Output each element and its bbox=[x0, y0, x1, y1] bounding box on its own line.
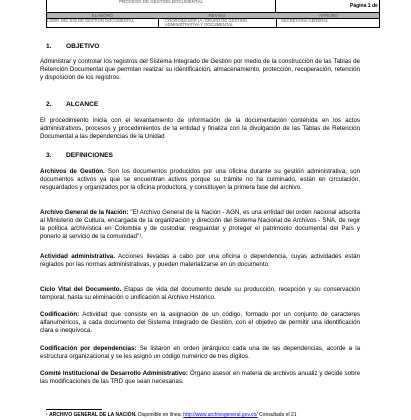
label-elaboro: ELABORÓ bbox=[91, 13, 114, 18]
header-top-row bbox=[47, 0, 379, 13]
footnote-link[interactable]: http://www.archivogeneral.gov.co/ bbox=[183, 412, 258, 418]
footnote-consulted: Consultado el 21 bbox=[257, 412, 297, 418]
value-elaboro: LÍDER DEL SIG DE GESTIÓN DOCUMENTAL bbox=[47, 18, 135, 23]
label-aprobo: APROBÓ bbox=[318, 13, 339, 18]
header-values-row bbox=[47, 19, 379, 28]
value-aprobo: SECRETARIA GENERAL bbox=[276, 19, 381, 28]
section-title: OBJETIVO bbox=[66, 43, 100, 50]
alcance-paragraph: El procedimiento inicia con el levantamiento de información de la documentación contenida en los actos administrativos, procesos y procedimientos de la entidad y finaliza con la divulgación de las Tablas de Retención Documental a las dependencias de la Unidad bbox=[40, 117, 360, 140]
footnote-source: ARCHIVO GENERAL DE LA NACIÓN. bbox=[49, 412, 137, 418]
definition-archivo-general bbox=[40, 209, 360, 241]
definition-text: Se listaron en orden jerárquico cada una de las dependencias, acorde a la estructura organizacional y se les asignó un código numérico de tres dígitos. bbox=[40, 345, 361, 360]
footnote-mark: ¹ bbox=[46, 412, 48, 418]
definition-term: Comité Institucional de Desarrollo Administrativo: bbox=[40, 370, 188, 377]
definition-term: Actividad administrativa. bbox=[40, 253, 115, 260]
page-indicator: Página 1 de bbox=[350, 3, 378, 9]
definition-text: Actividad que consiste en la asignación de un código, formado por un conjunto de caracteres alfanuméricos, a cada documento del Sistema Integrado de Gestión, con el objetivo de permitir una identificación clara e inequívoca. bbox=[40, 311, 360, 334]
definition-text: Acciones llevadas a cabo por una oficina o dependencia, cuyas actividades están reglados por las normas administrativas, y pueden materializarse en un documento. bbox=[40, 253, 360, 268]
process-name: PROCESO DE GESTIÓN DOCUMENTAL bbox=[47, 0, 276, 12]
definition-archivos-de-gestion bbox=[40, 168, 360, 192]
definition-codificacion bbox=[40, 311, 360, 335]
section-heading-definiciones bbox=[40, 152, 113, 159]
label-reviso: REVISÓ bbox=[208, 13, 226, 18]
footnote-separator bbox=[46, 409, 102, 410]
objetivo-paragraph: Administrar y controlar los registros del Sistema Integrado de Gestión por medio de la construcción de las Tablas de Retención Documental que permitan realizar su identificación, almacenamiento, protección, recuperación, retención y disposición de los registros. bbox=[40, 58, 360, 81]
definition-actividad-administrativa bbox=[40, 253, 360, 269]
section-number: 2. bbox=[46, 101, 52, 108]
definition-term: Archivos de Gestión. bbox=[40, 168, 105, 175]
definition-term: Codificación: bbox=[40, 311, 80, 318]
definition-text: Etapas de vida del documento desde su producción, recepción y su conservación temporal, hasta su eliminación o unificación al Archivo Histórico. bbox=[40, 286, 361, 301]
section-heading-alcance bbox=[40, 101, 98, 108]
definition-comite-institucional bbox=[40, 370, 360, 386]
definition-term: Ciclo Vital del Documento. bbox=[40, 286, 122, 293]
section-title: ALCANCE bbox=[66, 101, 99, 108]
definition-text: Son los documentos producidos por una oficina durante su gestión administrativa, son documentos activos ya que se encuentran activos porque su trámite no ha culminado, están en circulación, resguardados y organizados por la oficina productora, y constituyen la primera fase del archivo. bbox=[40, 168, 360, 191]
definition-term: Archivo General de la Nación: bbox=[40, 209, 129, 216]
section-number: 1. bbox=[46, 43, 52, 50]
definition-codificacion-dependencias bbox=[40, 345, 360, 361]
document-header-table bbox=[46, 0, 380, 28]
section-title: DEFINICIONES bbox=[66, 152, 113, 159]
definition-text: Órgano asesor en materia de archivos anualiz y decide sobre las modificaciones de las TRD que sean necesarias. bbox=[40, 370, 361, 385]
section-heading-objetivo bbox=[40, 43, 99, 50]
section-number: 3. bbox=[46, 152, 52, 159]
definition-term: Codificación por dependencias: bbox=[40, 345, 137, 352]
definition-ciclo-vital bbox=[40, 286, 360, 302]
value-reviso: COORDINADOR (A) GRUPO DE GESTIÓN ADMINISTRATIVA Y DOCUMENTAL bbox=[158, 19, 276, 28]
footnote bbox=[46, 412, 366, 418]
definition-text: "El Archivo General de la Nación - AGN, es una entidad del orden nacional adscrita al Ministerio de Cultura, encargada de la organización y dirección del Sistema Nacional de Archivos - SNA, de regir la política archivística en Colombia y de custodiar, resguardar y proteger el patrimonio documental del País y ponerlo al servicio de la comunidad"¹. bbox=[40, 209, 361, 240]
footnote-available: Disponible en línea: bbox=[136, 412, 184, 418]
